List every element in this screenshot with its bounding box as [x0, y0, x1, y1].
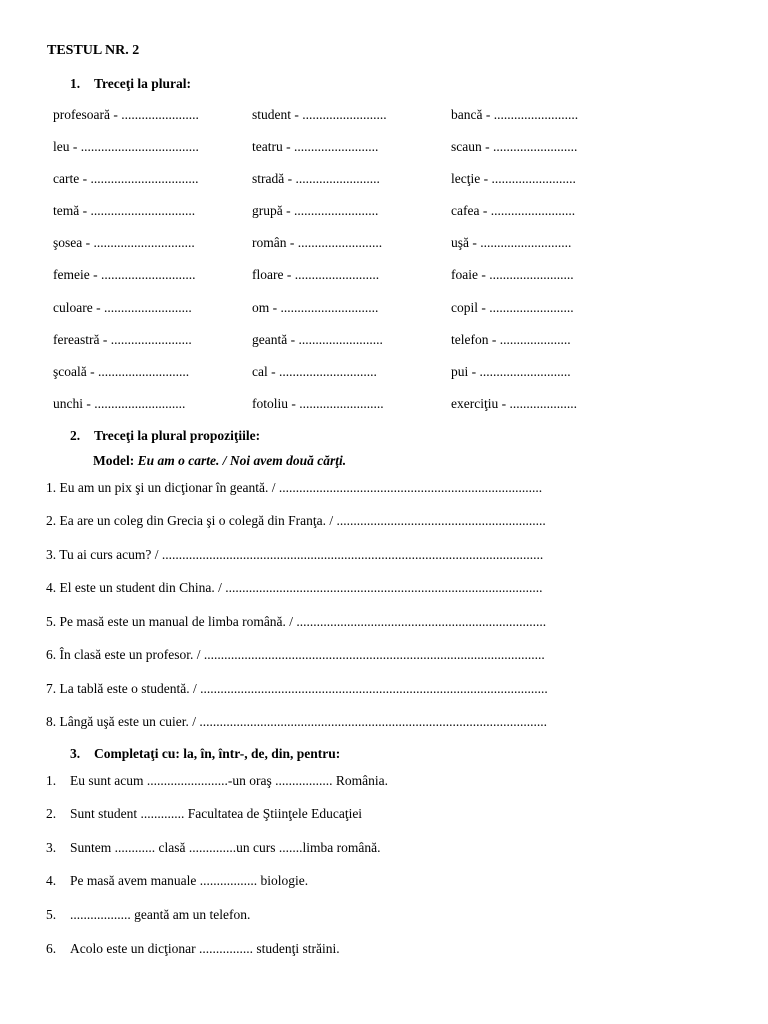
section-3-heading: [70, 746, 340, 762]
word-item: femeie - ............................: [53, 267, 196, 283]
word-row: [53, 139, 673, 171]
fill-in-number: 1.: [46, 773, 57, 788]
sentence-item: 2. Ea are un coleg din Grecia şi o colegă din Franţa. / ..............................................................: [46, 513, 546, 528]
word-row: [53, 171, 673, 203]
sentence-item: 6. În clasă este un profesor. / .....................................................................................................: [46, 647, 545, 662]
sentence-item: 4. El este un student din China. / ..............................................................................................: [46, 580, 543, 595]
section-1-heading: [70, 76, 191, 92]
word-item: pui - ...........................: [451, 363, 571, 379]
word-item: fereastră - ........................: [53, 331, 192, 347]
fill-in-item: [46, 907, 250, 923]
fill-in-text: Eu sunt acum ........................-un oraş ................. România.: [70, 773, 388, 788]
sentence-item: 3. Tu ai curs acum? / .................................................................................................................: [46, 547, 544, 562]
model-example: [93, 453, 346, 469]
model-label: Model:: [93, 453, 135, 468]
word-item: fotoliu - .........................: [252, 395, 384, 411]
word-item: bancă - .........................: [451, 107, 579, 122]
word-row: [53, 203, 673, 235]
fill-in-number: 3.: [46, 840, 57, 855]
sentence-item: 8. Lângă uşă este un cuier. / .......................................................................................................: [46, 714, 547, 729]
page-title: TESTUL NR. 2: [47, 43, 140, 58]
word-item: exerciţiu - ....................: [451, 395, 577, 411]
word-row: [53, 300, 673, 332]
word-item: carte - ................................: [53, 171, 199, 187]
section-2-heading-text: Treceţi la plural propoziţiile:: [94, 428, 261, 443]
word-item: stradă - .........................: [252, 171, 380, 187]
fill-in-text: Suntem ............ clasă ..............un curs .......limba română.: [70, 840, 381, 855]
section-1-number: 1.: [70, 76, 81, 91]
fill-in-number: 4.: [46, 873, 57, 888]
fill-in-item: [46, 873, 308, 889]
section-3-number: 3.: [70, 746, 81, 761]
word-item: grupă - .........................: [252, 203, 379, 219]
word-item: geantă - .........................: [252, 331, 383, 347]
word-item: copil - .........................: [451, 299, 574, 315]
fill-in-text: Acolo este un dicţionar ................ studenţi străini.: [70, 941, 340, 956]
model-text: Eu am o carte. / Noi avem două cărţi.: [137, 453, 347, 468]
fill-in-item: [46, 941, 340, 957]
word-item: unchi - ...........................: [53, 395, 186, 411]
word-item: profesoară - .......................: [53, 107, 199, 122]
word-item: leu - ...................................: [53, 139, 199, 155]
word-item: cal - .............................: [252, 363, 377, 379]
word-row: [53, 364, 673, 396]
word-item: teatru - .........................: [252, 139, 379, 155]
word-row: [53, 267, 673, 299]
word-item: foaie - .........................: [451, 267, 574, 283]
word-item: culoare - ..........................: [53, 299, 192, 315]
word-item: român - .........................: [252, 235, 383, 251]
sentence-item: 5. Pe masă este un manual de limba română. / ..........................................................................: [46, 614, 547, 629]
section-3-heading-text: Completaţi cu: la, în, într-, de, din, pentru:: [94, 746, 341, 761]
word-item: telefon - .....................: [451, 331, 571, 347]
fill-in-number: 2.: [46, 806, 57, 821]
sentence-item: 7. La tablă este o studentă. / .......................................................................................................: [46, 681, 548, 696]
fill-in-item: [46, 840, 380, 856]
word-item: lecţie - .........................: [451, 171, 576, 187]
section-2-number: 2.: [70, 428, 81, 443]
word-item: om - .............................: [252, 299, 379, 315]
fill-in-text: Pe masă avem manuale ................. biologie.: [70, 873, 309, 888]
word-item: uşă - ...........................: [451, 235, 572, 251]
section-1-heading-text: Treceţi la plural:: [94, 76, 191, 91]
word-row: [53, 235, 673, 267]
fill-in-number: 5.: [46, 907, 57, 922]
word-item: student - .........................: [252, 107, 387, 122]
fill-in-item: [46, 806, 362, 822]
fill-in-text: Sunt student ............. Facultatea de Ştiinţele Educaţiei: [70, 806, 363, 821]
word-item: cafea - .........................: [451, 203, 576, 219]
word-row: [53, 332, 673, 364]
word-row: [53, 107, 673, 139]
word-item: şcoală - ...........................: [53, 363, 190, 379]
sentence-item: 1. Eu am un pix şi un dicţionar în geantă. / ..............................................................................: [46, 480, 543, 495]
word-item: temă - ...............................: [53, 203, 196, 219]
fill-in-item: [46, 773, 388, 789]
fill-in-number: 6.: [46, 941, 57, 956]
word-item: şosea - ..............................: [53, 235, 195, 251]
section-2-heading: [70, 428, 260, 444]
word-item: floare - .........................: [252, 267, 380, 283]
fill-in-text: .................. geantă am un telefon.: [70, 907, 251, 922]
word-item: scaun - .........................: [451, 139, 578, 155]
plural-words-grid: [53, 107, 673, 428]
word-row: [53, 396, 673, 428]
